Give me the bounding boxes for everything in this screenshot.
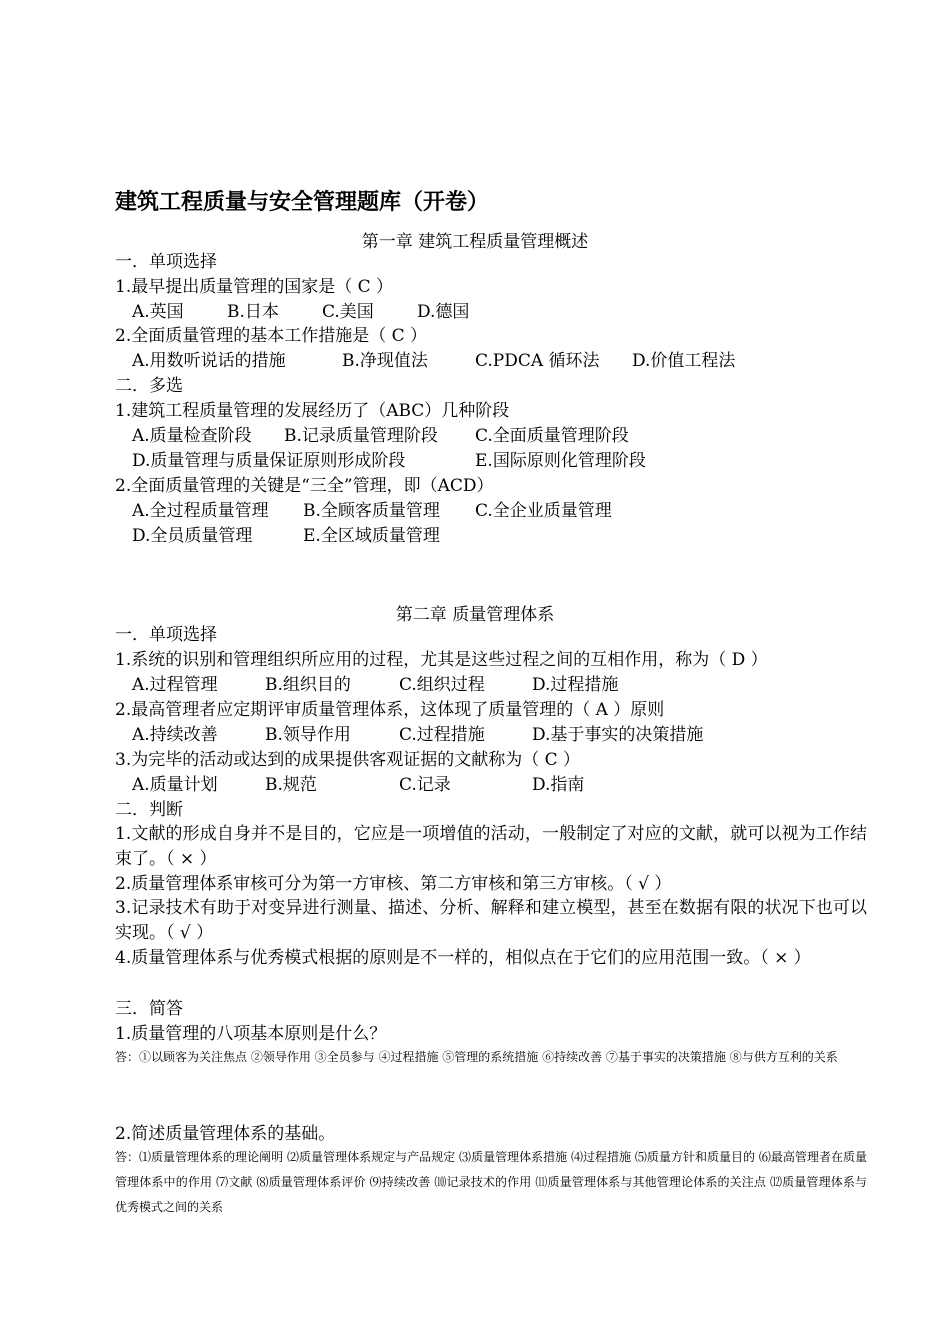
judgment-item: 2.质量管理体系审核可分为第一方审核、第二方审核和第三方审核。（ √ ）	[115, 874, 672, 894]
option: C.全面质量管理阶段	[475, 426, 629, 446]
chapter-1-heading: 第一章 建筑工程质量管理概述	[361, 232, 589, 252]
option: A.持续改善	[132, 725, 218, 745]
option: A.全过程质量管理	[132, 501, 269, 521]
question: 1.建筑工程质量管理的发展经历了（ABC）几种阶段	[115, 401, 510, 421]
question: 2.全面质量管理的基本工作措施是（ C ）	[115, 326, 428, 346]
option: C.PDCA 循环法	[475, 351, 600, 371]
section-heading: 一．单项选择	[115, 625, 217, 645]
option: B.记录质量管理阶段	[284, 426, 438, 446]
option: E.国际原则化管理阶段	[475, 451, 646, 471]
option: A.质量计划	[132, 775, 218, 795]
option: C.记录	[399, 775, 451, 795]
option: B.领导作用	[265, 725, 351, 745]
question: 1.最早提出质量管理的国家是（ C ）	[115, 277, 394, 297]
option: D.价值工程法	[632, 351, 736, 371]
option: D.质量管理与质量保证原则形成阶段	[132, 451, 406, 471]
section-heading: 一．单项选择	[115, 252, 217, 272]
option: A.质量检查阶段	[132, 426, 252, 446]
option: E.全区域质量管理	[303, 526, 440, 546]
option: A.用数听说话的措施	[132, 351, 286, 371]
question: 2.最高管理者应定期评审质量管理体系，这体现了质量管理的（ A ）原则	[115, 700, 665, 720]
section-heading: 三．简答	[115, 999, 183, 1019]
option: D.全员质量管理	[132, 526, 253, 546]
section-heading: 二．多选	[115, 376, 183, 396]
option: B.日本	[227, 302, 279, 322]
option: B.组织目的	[265, 675, 351, 695]
option: B.规范	[265, 775, 317, 795]
short-answer-question: 2.简述质量管理体系的基础。	[115, 1124, 336, 1144]
short-answer-question: 1.质量管理的八项基本原则是什么？	[115, 1024, 387, 1044]
option: B.全顾客质量管理	[303, 501, 440, 521]
option: D.过程措施	[532, 675, 619, 695]
option: D.德国	[417, 302, 470, 322]
option: C.组织过程	[399, 675, 485, 695]
option: A.英国	[132, 302, 184, 322]
document-title: 建筑工程质量与安全管理题库（开卷）	[115, 190, 490, 215]
question: 1.系统的识别和管理组织所应用的过程，尤其是这些过程之间的互相作用，称为（ D ）	[115, 650, 768, 670]
judgment-item: 3.记录技术有助于对变异进行测量、描述、分析、解释和建立模型，甚至在数据有限的状况下也可以实现。（ √ ）	[115, 898, 867, 943]
chapter-2-heading: 第二章 质量管理体系	[395, 605, 555, 625]
question: 3.为完毕的活动或达到的成果提供客观证据的文献称为（ C ）	[115, 750, 581, 770]
option: C.全企业质量管理	[475, 501, 612, 521]
option: D.基于事实的决策措施	[532, 725, 704, 745]
judgment-item: 1.文献的形成自身并不是目的，它应是一项增值的活动，一般制定了对应的文献，就可以视为工作结束了。（ × ）	[115, 824, 867, 869]
judgment-item: 4.质量管理体系与优秀模式根据的原则是不一样的，相似点在于它们的应用范围一致。（ × ）	[115, 948, 811, 968]
short-answer: 答：①以顾客为关注焦点 ②领导作用 ③全员参与 ④过程措施 ⑤管理的系统措施 ⑥持续改善 ⑦基于事实的决策措施 ⑧与供方互利的关系	[115, 1050, 838, 1064]
option: B.净现值法	[342, 351, 428, 371]
option: D.指南	[532, 775, 585, 795]
option: A.过程管理	[132, 675, 218, 695]
option: C.美国	[322, 302, 374, 322]
option: C.过程措施	[399, 725, 485, 745]
question: 2.全面质量管理的关键是“三全”管理，即（ACD）	[115, 476, 494, 496]
short-answer: 答：⑴质量管理体系的理论阐明 ⑵质量管理体系规定与产品规定 ⑶质量管理体系措施 ⑷过程措施 ⑸质量方针和质量目的 ⑹最高管理者在质量管理体系中的作用 ⑺文献 ⑻质量管理体系评价 ⑼持续改善 ⑽记录技术的作用 ⑾质量管理体系与其他管理论体系的关注点 ⑿质量管理体系与优秀模式之间的关系	[115, 1150, 867, 1214]
section-heading: 二．判断	[115, 800, 183, 820]
